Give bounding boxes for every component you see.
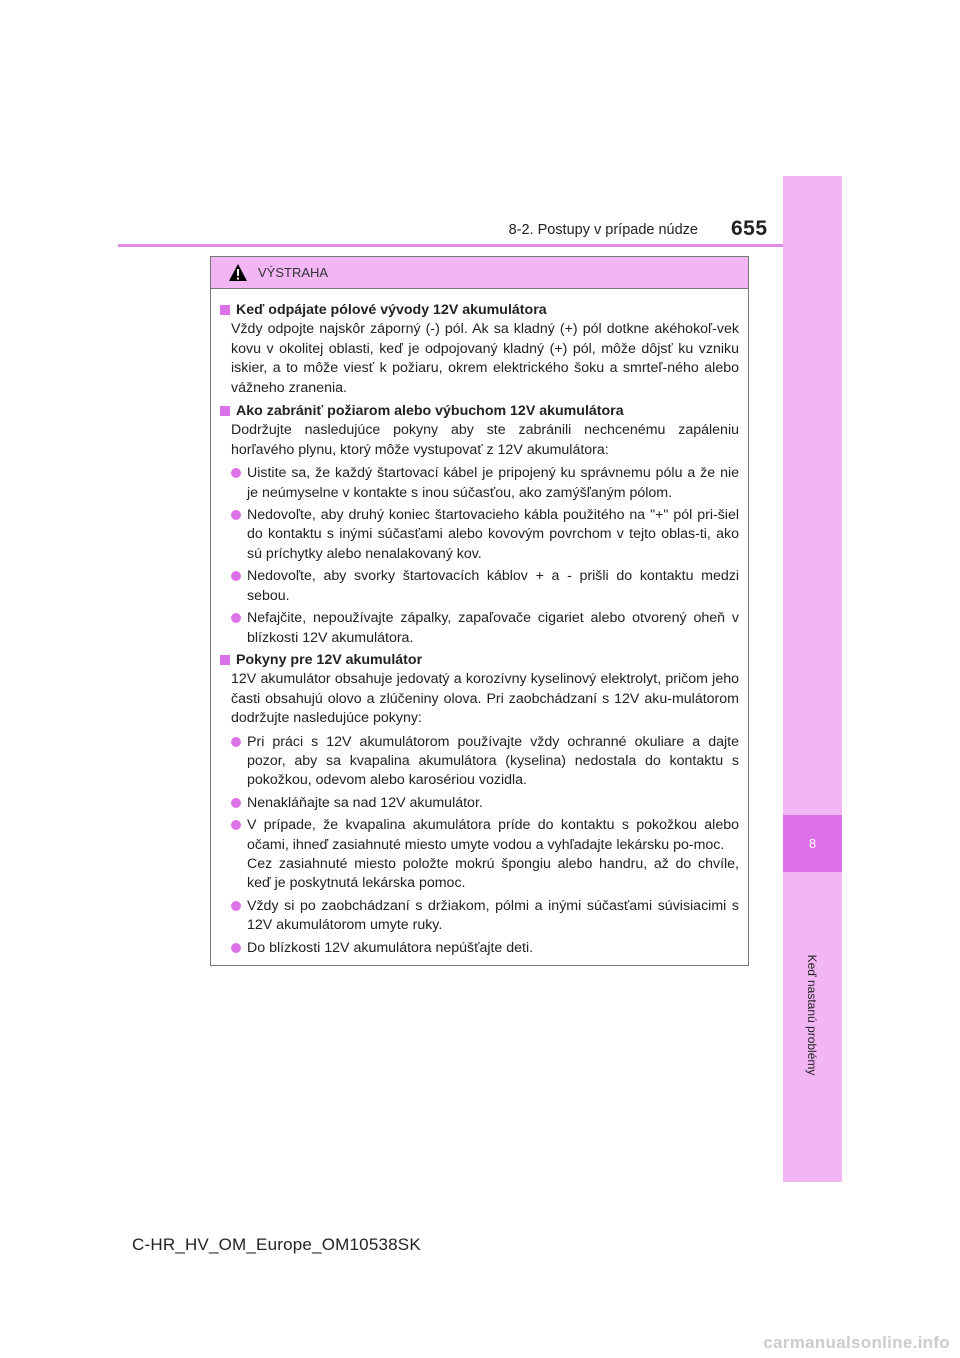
- round-bullet-icon: [231, 510, 241, 520]
- list-item: [231, 816, 739, 894]
- round-bullet-icon: [231, 901, 241, 911]
- list-item-text: Nedovoľte, aby svorky štartovacích káblov + a - prišli do kontaktu medzi sebou.: [247, 568, 739, 604]
- header-divider: [118, 244, 783, 247]
- list-item: [231, 733, 739, 791]
- section-title: 8-2. Postupy v prípade núdze: [508, 222, 698, 238]
- list-item-text: Nenakláňajte sa nad 12V akumulátor.: [247, 794, 483, 811]
- list-item-text: Pri práci s 12V akumulátorom používajte vždy ochranné okuliare a dajte pozor, aby sa kvapalina akumulátora (kyselina) nedostala do kontaktu s pokožkou, odevom alebo karosériou vozidla.: [247, 733, 739, 789]
- warning-section-title: [220, 301, 739, 320]
- warning-section-title: [220, 402, 739, 421]
- list-item: [231, 609, 739, 648]
- list-item-text: V prípade, že kvapalina akumulátora príde do kontaktu s pokožkou alebo očami, ihneď zasiahnuté miesto umyte vodou a vyhľadajte lekársku po-moc. Cez zasiahnuté miesto položte mokrú špongiu alebo handru, až do chvíle, keď je poskytnutá lekárska pomoc.: [247, 817, 739, 892]
- watermark: carmanualsonline.info: [763, 1333, 950, 1352]
- round-bullet-icon: [231, 798, 241, 808]
- list-item: [231, 897, 739, 936]
- list-item: [231, 794, 739, 813]
- warning-section-title: [220, 651, 739, 670]
- list-item-text: Vždy si po zaobchádzaní s držiakom, pólmi a inými súčasťami súvisiacimi s 12V akumulátorom umyte ruky.: [247, 897, 739, 934]
- round-bullet-icon: [231, 571, 241, 581]
- round-bullet-icon: [231, 468, 241, 478]
- chapter-number: 8: [783, 815, 842, 872]
- list-item-text: Uistite sa, že každý štartovací kábel je pripojený ku správnemu pólu a že nie je neúmyselne v kontakte s inou súčasťou, ako zamýšľaným pólom.: [247, 465, 739, 501]
- warning-title: VÝSTRAHA: [258, 265, 329, 280]
- list-item: [231, 939, 739, 958]
- round-bullet-icon: [231, 820, 241, 830]
- page-number: 655: [731, 217, 768, 240]
- square-bullet-icon: [220, 305, 230, 315]
- section-title-text: Keď odpájate pólové vývody 12V akumulátora: [236, 302, 547, 318]
- square-bullet-icon: [220, 406, 230, 416]
- round-bullet-icon: [231, 613, 241, 623]
- round-bullet-icon: [231, 737, 241, 747]
- warning-triangle-icon: [228, 263, 248, 282]
- round-bullet-icon: [231, 943, 241, 953]
- section-paragraph: Dodržujte nasledujúce pokyny aby ste zabránili nechcenému zapáleniu horľavého plynu, ktorý môže vystupovať z 12V akumulátora:: [231, 422, 739, 458]
- list-item: [231, 506, 739, 564]
- warning-header: [211, 257, 748, 289]
- list-item-text: Nedovoľte, aby druhý koniec štartovacieho kábla použitého na "+" pól pri-šiel do kontaktu s inými súčasťami alebo kovovým povrchom v tejto oblas-ti, ako sú príchytky alebo nenalakovaný kov.: [247, 507, 739, 562]
- list-item-text: Do blízkosti 12V akumulátora nepúšťajte deti.: [247, 939, 534, 956]
- chapter-title: Keď nastanú problémy: [805, 954, 819, 1076]
- section-title-text: Pokyny pre 12V akumulátor: [236, 651, 423, 668]
- list-item: [231, 567, 739, 606]
- list-item: [231, 464, 739, 503]
- square-bullet-icon: [220, 655, 230, 665]
- section-title-text: Ako zabrániť požiarom alebo výbuchom 12V akumulátora: [236, 403, 624, 420]
- list-item-text: Nefajčite, nepoužívajte zápalky, zapaľovače cigariet alebo otvorený oheň v blízkosti 12V akumulátora.: [247, 610, 739, 646]
- warning-body: [211, 289, 748, 958]
- section-paragraph: Vždy odpojte najskôr záporný (-) pól. Ak sa kladný (+) pól dotkne akéhokoľ-vek kovu v okolitej oblasti, keď je odpojovaný kladný (+) pól, môže dôjsť ku vzniku iskier, a to môže viesť k požiaru, okrem elektrického šoku a smrteľ-ného alebo vážneho zranenia.: [231, 321, 739, 396]
- warning-box: [210, 256, 749, 966]
- document-id: C-HR_HV_OM_Europe_OM10538SK: [132, 1235, 421, 1254]
- section-paragraph: 12V akumulátor obsahuje jedovatý a korozívny kyselinový elektrolyt, pričom jeho časti obsahujú olovo a zlúčeniny olova. Pri zaobchádzaní s 12V aku-mulátorom dodržujte nasledujúce pokyny:: [231, 671, 739, 727]
